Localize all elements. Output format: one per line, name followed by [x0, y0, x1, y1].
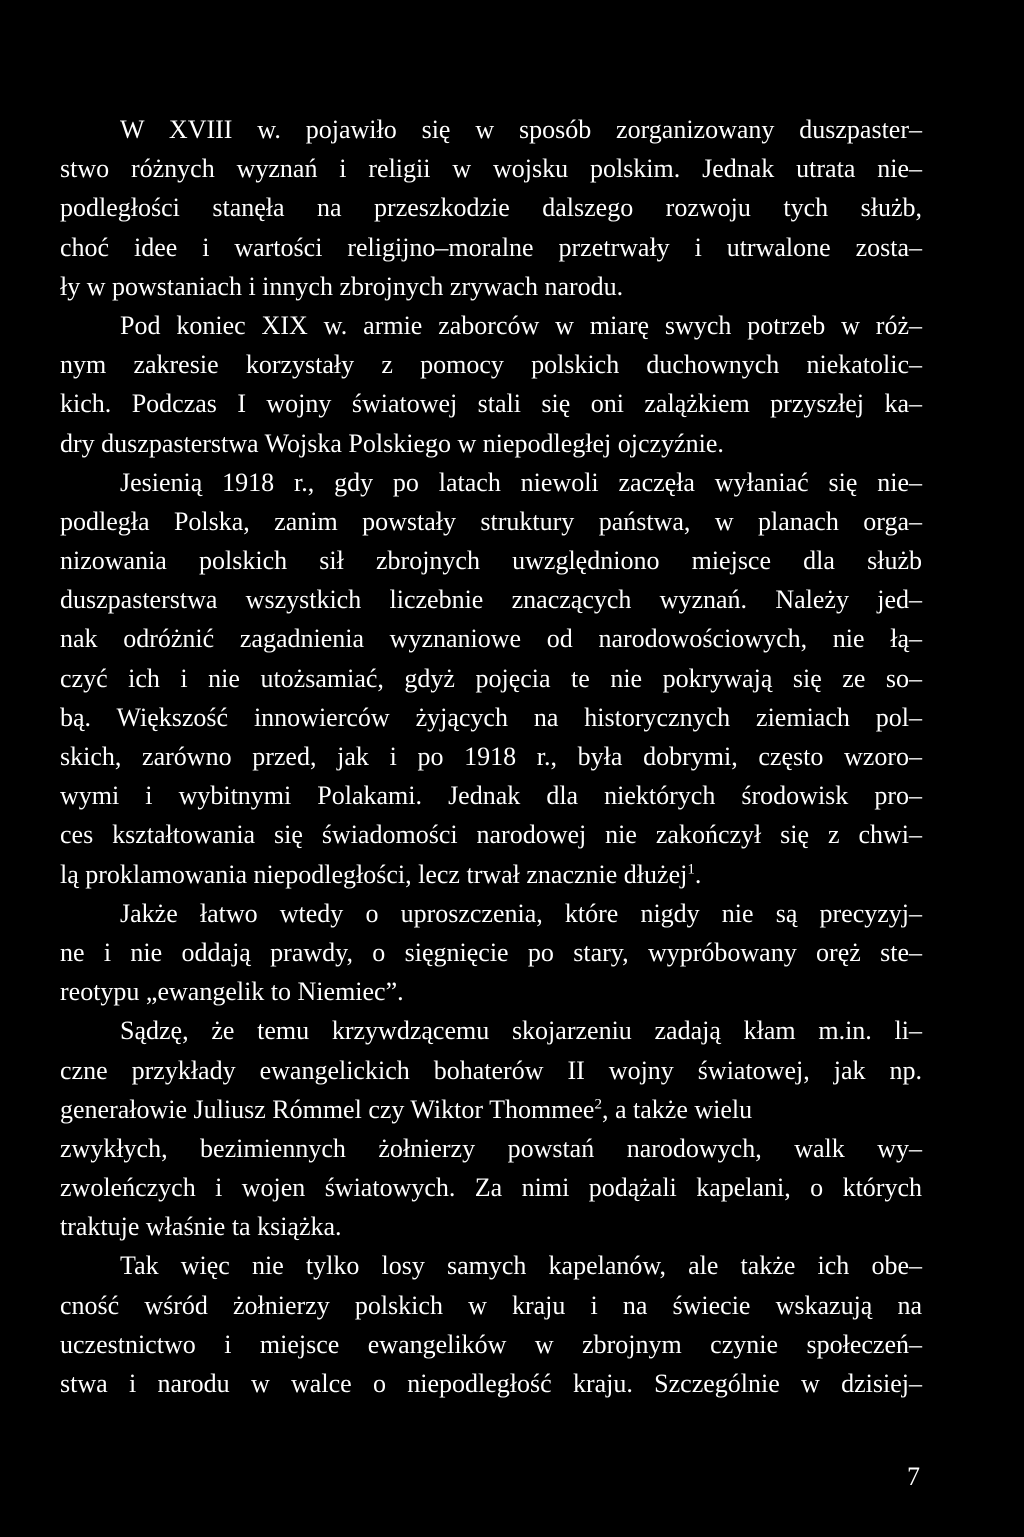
text-line: traktuje właśnie ta książka.	[60, 1212, 342, 1242]
footnote-ref-1: 1	[687, 860, 695, 877]
text-line: Tak więc nie tylko losy samych kapelanów, ale także ich obe–	[120, 1251, 922, 1281]
line-text-part: , a także wielu	[601, 1094, 753, 1124]
text-line: Jakże łatwo wtedy o uproszczenia, które nigdy nie są precyzyj–	[120, 898, 922, 928]
text-line: reotypu „ewangelik to Niemiec”.	[60, 977, 404, 1007]
text-line-with-footnote	[60, 1090, 922, 1129]
page-number: 7	[907, 1462, 920, 1491]
text-line: dry duszpasterstwa Wojska Polskiego w niepodległej ojczyźnie.	[60, 428, 724, 458]
text-line: choć idee i wartości religijno–moralne przetrwały i utrwalone zosta–	[60, 232, 922, 262]
text-line: nak odróżnić zagadnienia wyznaniowe od narodowościowych, nie łą–	[60, 624, 922, 654]
text-line: podległa Polska, zanim powstały struktury państwa, w planach orga–	[60, 506, 922, 536]
text-line: skich, zarówno przed, jak i po 1918 r., była dobrymi, często wzoro–	[60, 742, 922, 771]
text-line: duszpasterstwa wszystkich liczebnie znaczących wyznań. Należy jed–	[60, 585, 922, 615]
text-line: nizowania polskich sił zbrojnych uwzględniono miejsce dla służb	[60, 546, 922, 576]
text-line: bą. Większość innowierców żyjących na historycznych ziemiach pol–	[60, 702, 922, 732]
line-text-part: generałowie Juliusz Rómmel czy Wiktor Thommee	[60, 1094, 595, 1124]
text-line: wymi i wybitnymi Polakami. Jednak dla niektórych środowisk pro–	[60, 781, 922, 811]
text-line-with-footnote	[60, 855, 922, 894]
text-line: cność wśród żołnierzy polskich w kraju i na świecie wskazują na	[60, 1290, 922, 1320]
text-line: czne przykłady ewangelickich bohaterów II wojny światowej, jak np.	[60, 1055, 922, 1085]
line-text	[60, 1090, 752, 1129]
text-line: Sądzę, że temu krzywdzącemu skojarzeniu zadają kłam m.in. li–	[120, 1016, 922, 1046]
text-line: nym zakresie korzystały z pomocy polskich duchownych niekatolic–	[60, 350, 922, 380]
text-line: stwo różnych wyznań i religii w wojsku polskim. Jednak utrata nie–	[60, 154, 922, 184]
text-line: stwa i narodu w walce o niepodległość kraju. Szczególnie w dzisiej–	[60, 1369, 922, 1398]
text-line: kich. Podczas I wojny światowej stali się oni zalążkiem przyszłej ka–	[60, 389, 922, 419]
text-line: czyć ich i nie utożsamiać, gdyż pojęcia te nie pokrywają się ze so–	[60, 663, 922, 693]
text-line: ne i nie oddają prawdy, o sięgnięcie po stary, wypróbowany oręż ste–	[60, 937, 922, 967]
text-line: uczestnictwo i miejsce ewangelików w zbrojnym czynie społeczeń–	[60, 1329, 922, 1359]
text-line: W XVIII w. pojawiło się w sposób zorganizowany duszpaster–	[120, 115, 922, 144]
body-text	[60, 110, 922, 1403]
text-line: Jesienią 1918 r., gdy po latach niewoli zaczęła wyłaniać się nie–	[120, 467, 922, 497]
line-text: lą proklamowania niepodległości, lecz trwał znacznie dłużej	[60, 859, 688, 889]
text-line: zwoleńczych i wojen światowych. Za nimi podążali kapelani, o których	[60, 1173, 922, 1203]
text-line: Pod koniec XIX w. armie zaborców w miarę swych potrzeb w róż–	[120, 310, 922, 340]
line-end-punct: .	[694, 859, 702, 889]
footnote-ref-2: 2	[594, 1096, 602, 1113]
text-line: podległości stanęła na przeszkodzie dalszego rozwoju tych służb,	[60, 193, 922, 223]
text-line: ły w powstaniach i innych zbrojnych zrywach narodu.	[60, 271, 624, 301]
text-line: zwykłych, bezimiennych żołnierzy powstań narodowych, walk wy–	[60, 1133, 922, 1163]
text-line: ces kształtowania się świadomości narodowej nie zakończył się z chwi–	[60, 820, 922, 850]
